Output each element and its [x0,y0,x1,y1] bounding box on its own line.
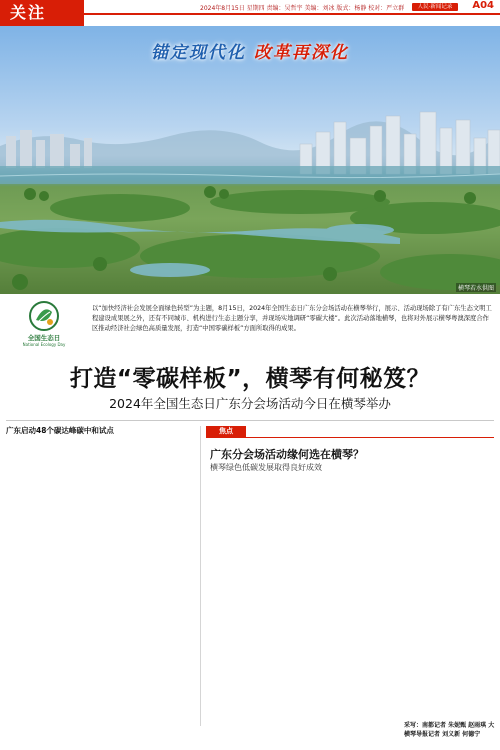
hero-photo [0,26,500,294]
logo-name-cn: 全国生态日 [27,334,61,342]
editor-badge: 人民·新闻记录 [412,3,458,11]
column-divider [200,426,201,726]
photo-credit: 横琴若水供图 [457,285,494,292]
right-article-column-3 [404,476,494,720]
right-article-body [210,476,494,720]
left-article [6,426,196,720]
right-article-subtitle: 横琴绿色低碳发展取得良好成效 [210,463,322,472]
right-article-title: 广东分会场活动缘何选在横琴？ [210,448,364,461]
ecology-day-logo [8,300,80,356]
right-article-column-2 [307,476,397,720]
focus-section-rule [206,437,494,438]
section-tab: 关注 [0,0,84,26]
leaf-globe-icon [28,300,60,332]
hero-slogan [0,38,500,63]
headline-divider [6,420,494,421]
slogan-part-2: 改革再深化 [253,43,349,63]
masthead-rule [84,13,500,15]
page-number: A04 [472,0,494,11]
left-article-body [6,438,196,720]
right-article-column-1 [210,476,300,720]
main-subheadline: 2024年全国生态日广东分会场活动今日在横琴举办 [109,396,391,411]
reporter-credits: 采写：南都记者 朱妮甄 赵雨琪 大横琴导报记者 刘义新 何德宁 [404,722,495,738]
focus-section-tab: 焦点 [206,426,246,437]
masthead-info: 2024年8月15日 星期四 责编：吴哲宇 美编：刘冰 版式：杨静 校对：严立群 [200,5,405,12]
main-headline: 打造“零碳样板”，横琴有何秘笈？ [69,366,431,392]
left-article-column-1 [6,438,98,720]
city-skyline-illustration [0,26,500,294]
logo-name-en: National Ecology Day [22,342,66,347]
photo-caption: 以“加快经济社会发展全面绿色转型”为主题，8月15日，2024年全国生态日广东分会场活动在横琴举行，展示、活动现场除了有广东生态文明工程建设成果展之外，还有不同城市、机构进行生态主题分享，并现场实地调研“零碳大楼”。此次活动落地横琴，也将对外展示横琴粤澳深度合作区推动经济社会绿色高质量发展，打造“中国零碳样板”方面所取得的成果。 [92,305,492,332]
masthead [0,0,500,26]
left-article-title: 广东启动48个碳达峰碳中和试点 [6,426,114,435]
slogan-part-1: 锚定现代化 [151,43,247,63]
left-article-column-2 [104,438,196,720]
